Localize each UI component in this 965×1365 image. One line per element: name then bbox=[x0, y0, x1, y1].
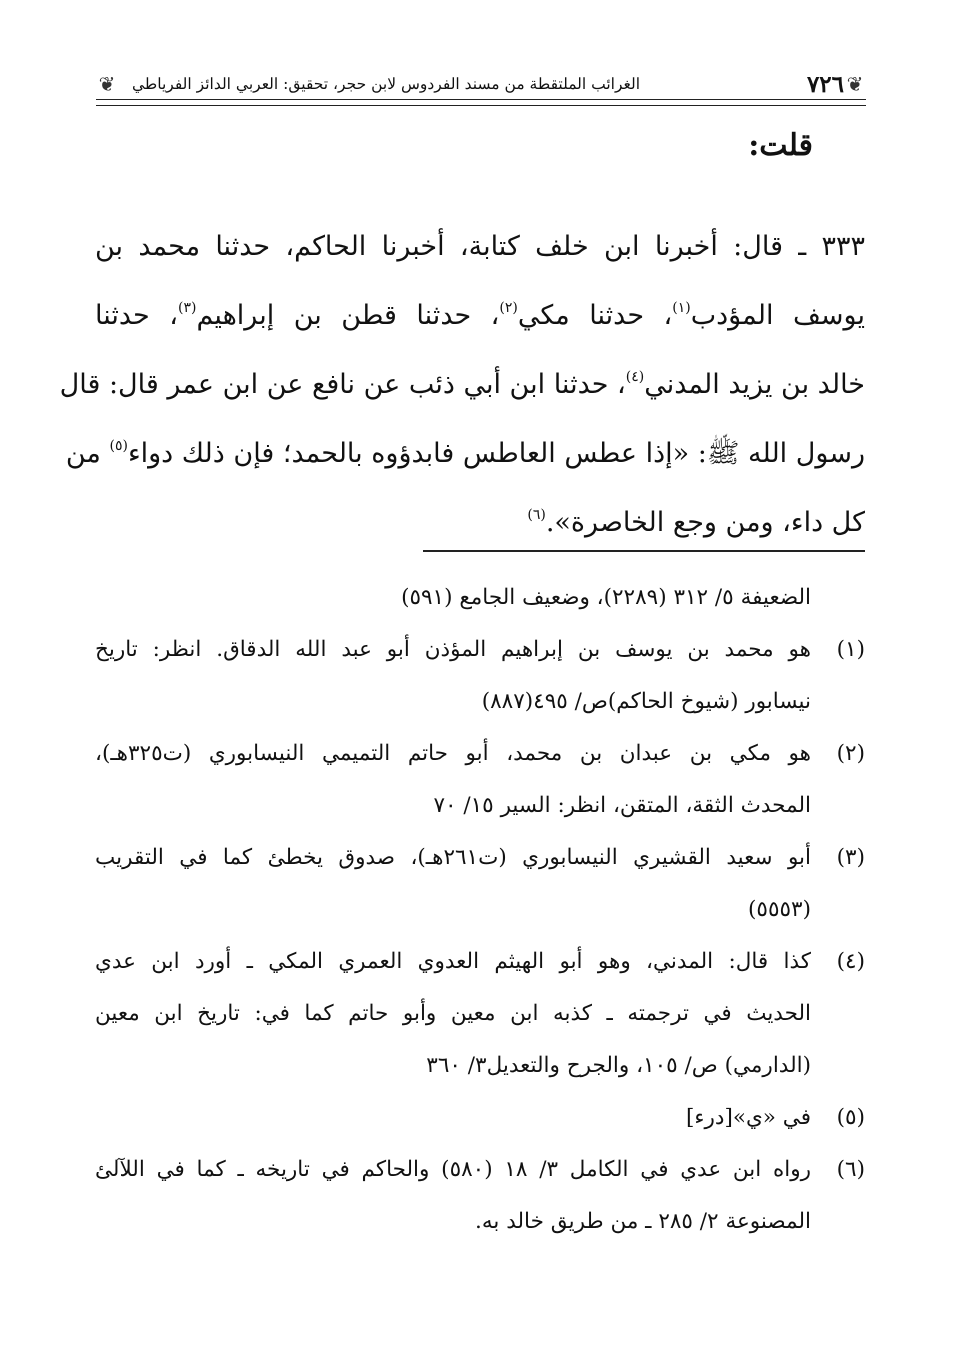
ornament-icon: ❦ bbox=[98, 72, 116, 96]
footnotes bbox=[95, 572, 865, 1248]
footnote-5 bbox=[95, 1092, 865, 1144]
footnote-line: نيسابور (شيوخ الحاكم)ص/ ٤٩٥(٨٨٧) bbox=[481, 689, 811, 714]
footnote-number: (١) bbox=[836, 637, 865, 662]
footnote-ref[interactable]: (٢) bbox=[499, 300, 518, 316]
footnote-2 bbox=[95, 728, 865, 832]
page-number: ٧٢٦ bbox=[806, 70, 844, 98]
footnote-line: في «ي»[درء] bbox=[685, 1105, 811, 1130]
footnote-ref[interactable]: (١) bbox=[672, 300, 691, 316]
footnote-line: هو محمد بن يوسف بن إبراهيم المؤذن أبو عبد الله الدقاق. انظر: تاريخ bbox=[95, 637, 811, 662]
footnote-line: المصنوعة ٢/ ٢٨٥ ـ من طريق خالد به. bbox=[475, 1209, 811, 1234]
footnote-line: (٥٥٥٣) bbox=[748, 897, 811, 922]
footnote-ref[interactable]: (٦) bbox=[527, 507, 546, 523]
footnote-carry-over: الضعيفة ٥/ ٣١٢ (٢٢٨٩)، وضعيف الجامع (٥٩١) bbox=[401, 585, 811, 610]
section-title: قلت: bbox=[748, 128, 813, 163]
ornament-icon: ❦ bbox=[846, 72, 864, 96]
text-line: يوسف المؤدب$^{(١)}$، حدثنا مكي$^{(٢)}$، حدثنا قطن بن إبراهيم$^{(٣)}$، حدثنا bbox=[95, 300, 865, 331]
footnote-line: (الدارمي) ص/ ١٠٥، والجرح والتعديل٣/ ٣٦٠ bbox=[426, 1053, 811, 1078]
footnote-ref[interactable]: (٣) bbox=[177, 300, 197, 316]
text-line: كل داء، ومن وجع الخاصرة».$^{(٦)}$ bbox=[527, 507, 865, 538]
footnote-separator bbox=[423, 550, 865, 552]
footnote-ref[interactable]: (٥) bbox=[109, 438, 128, 454]
footnote-number: (٥) bbox=[836, 1105, 865, 1130]
footnote-ref[interactable]: (٤) bbox=[625, 369, 645, 385]
footnote-line: أبو سعيد القشيري النيسابوري (ت٢٦١هـ)، صدوق يخطئ كما في التقريب bbox=[95, 845, 812, 870]
footnote-line: رواه ابن عدي في الكامل ٣/ ١٨ (٥٨٠) والحاكم في تاريخه ـ كما في اللآلئ bbox=[95, 1157, 811, 1182]
text-line: ٣٣٣ ـ قال: أخبرنا ابن خلف كتابة، أخبرنا الحاكم، حدثنا محمد بن bbox=[95, 231, 865, 262]
footnote-line: كذا قال: المدني، وهو أبو الهيثم العدوي العمري المكي ـ أورد ابن عدي bbox=[95, 949, 811, 974]
footnote-4 bbox=[95, 936, 865, 1092]
footnote-number: (٣) bbox=[836, 845, 865, 870]
footnote-6 bbox=[95, 1144, 865, 1248]
footnote-1 bbox=[95, 624, 865, 728]
footnote-number: (٦) bbox=[836, 1157, 865, 1182]
footnote-number: (٢) bbox=[836, 741, 865, 766]
footnote-line: هو مكي بن عبدان بن محمد، أبو حاتم التميمي النيسابوري (ت٣٢٥هـ)، bbox=[95, 741, 811, 766]
footnote-3 bbox=[95, 832, 865, 936]
page-header bbox=[96, 66, 866, 102]
text-line: خالد بن يزيد المدني$^{(٤)}$، حدثنا ابن أبي ذئب عن نافع عن ابن عمر قال: قال bbox=[59, 369, 865, 400]
header-rule bbox=[96, 99, 866, 106]
footnote-number: (٤) bbox=[836, 949, 865, 974]
text-line: رسول الله ﷺ: «إذا عطس العاطس فابدؤوه بالحمد؛ فإن ذلك دواء$^{(٥)}$ من bbox=[65, 438, 865, 469]
hadith-text bbox=[59, 212, 865, 557]
footnote-line: الحديث في ترجمته ـ كذبه ابن معين وأبو حاتم كما في: تاريخ ابن معين bbox=[95, 1001, 811, 1026]
footnote-line: المحدث الثقة، المتقن، انظر: السير ١٥/ ٧٠ bbox=[433, 793, 811, 818]
running-title: الغرائب الملتقطة من مسند الفردوس لابن حجر، تحقيق: العربي الدائز الفرياطي bbox=[132, 75, 641, 93]
